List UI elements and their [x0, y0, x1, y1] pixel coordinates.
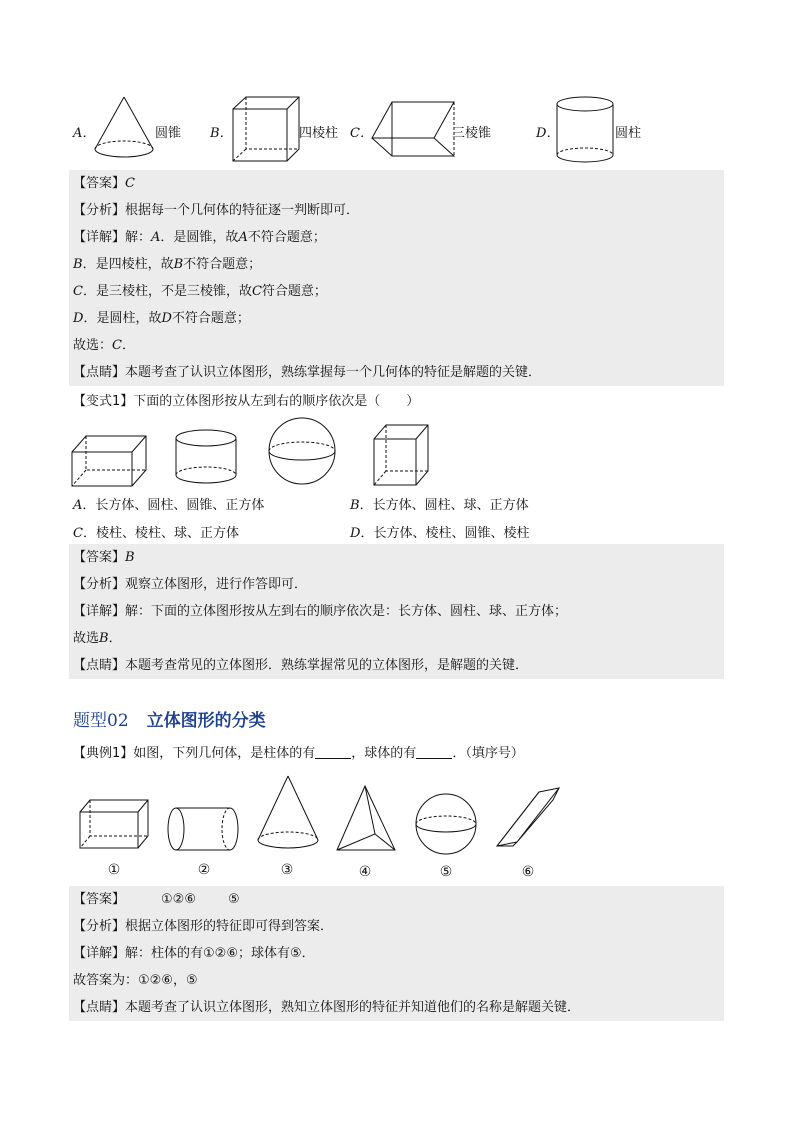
q1-detail-line: 【详解】解：A．是圆锥，故A不符合题意； — [69, 224, 724, 251]
answer-blank[interactable] — [416, 744, 452, 759]
figure-label: ⑥ — [521, 864, 535, 880]
q2-answer: 【答案】B — [69, 544, 724, 571]
figure-label: ③ — [280, 862, 294, 878]
q3-final: 故答案为：①②⑥，⑤ — [69, 967, 724, 994]
answer-blank[interactable] — [315, 744, 351, 759]
q3-analysis: 【分析】根据立体图形的特征即可得到答案． — [69, 913, 724, 940]
q2-question: 【变式1】下面的立体图形按从左到右的顺序依次是（ ） — [73, 394, 420, 409]
q2-option-a: A．长方体、圆柱、圆锥、正方体 — [73, 498, 265, 513]
q2-detail: 【详解】解：下面的立体图形按从左到右的顺序依次是：长方体、圆柱、球、正方体； — [69, 598, 724, 625]
q1-detail-line: C．是三棱柱，不是三棱锥，故C符合题意； — [69, 278, 724, 305]
triangular-prism-icon — [495, 786, 561, 852]
q3-question: 【典例1】如图，下列几何体，是柱体的有 ，球体的有 ．（填序号） — [73, 746, 524, 761]
option-a-name: 圆锥 — [155, 126, 182, 141]
q3-comment: 【点睛】本题考查了认识立体图形，熟知立体图形的特征并知道他们的名称是解题关键． — [69, 994, 724, 1021]
q1-comment: 【点睛】本题考查了认识立体图形，熟练掌握每一个几何体的特征是解题的关键． — [69, 359, 724, 386]
cylinder-icon — [555, 95, 615, 165]
figure-label: ② — [197, 862, 211, 878]
cube-icon — [372, 423, 430, 487]
option-a-letter: A． — [73, 126, 96, 141]
option-b-name: 四棱柱 — [299, 126, 339, 141]
cylinder-icon — [174, 428, 238, 486]
sphere-icon — [267, 416, 337, 486]
triangular-prism-icon — [370, 100, 456, 160]
option-c-name: 三棱锥 — [452, 126, 492, 141]
q3-answer: 【答案】 ①②⑥ ⑤ — [69, 886, 724, 913]
sphere-icon — [414, 792, 478, 856]
option-b-letter: B． — [210, 126, 233, 141]
figure-label: ⑤ — [439, 864, 453, 880]
section-heading: 题型02 立体图形的分类 — [73, 711, 266, 731]
q1-choose: 故选：C． — [69, 332, 724, 359]
cube-icon — [231, 95, 301, 163]
q3-detail: 【详解】解：柱体的有①②⑥；球体有⑤． — [69, 940, 724, 967]
q2-comment: 【点睛】本题考查常见的立体图形．熟练掌握常见的立体图形，是解题的关键． — [69, 652, 724, 679]
figure-label: ① — [107, 862, 121, 878]
cuboid-icon — [70, 434, 148, 488]
figure-label: ④ — [358, 864, 372, 880]
cone-icon — [256, 774, 320, 852]
q1-answer: 【答案】C — [69, 170, 724, 197]
q2-option-d: D．长方体、棱柱、圆锥、棱柱 — [350, 526, 530, 541]
q2-option-c: C．棱柱、棱柱、球、正方体 — [73, 526, 239, 541]
q2-option-b: B．长方体、圆柱、球、正方体 — [350, 498, 529, 513]
horizontal-cylinder-icon — [166, 806, 240, 852]
q1-analysis: 【分析】根据每一个几何体的特征逐一判断即可． — [69, 197, 724, 224]
q1-detail-line: D．是圆柱，故D不符合题意； — [69, 305, 724, 332]
q2-choose: 故选B． — [69, 625, 724, 652]
q2-analysis: 【分析】观察立体图形，进行作答即可． — [69, 571, 724, 598]
option-c-letter: C． — [350, 126, 373, 141]
option-d-letter: D． — [536, 126, 560, 141]
cuboid-icon — [78, 798, 150, 850]
pyramid-icon — [335, 784, 397, 854]
option-d-name: 圆柱 — [615, 126, 642, 141]
cone-icon — [92, 95, 156, 163]
q1-detail-line: B．是四棱柱，故B不符合题意； — [69, 251, 724, 278]
